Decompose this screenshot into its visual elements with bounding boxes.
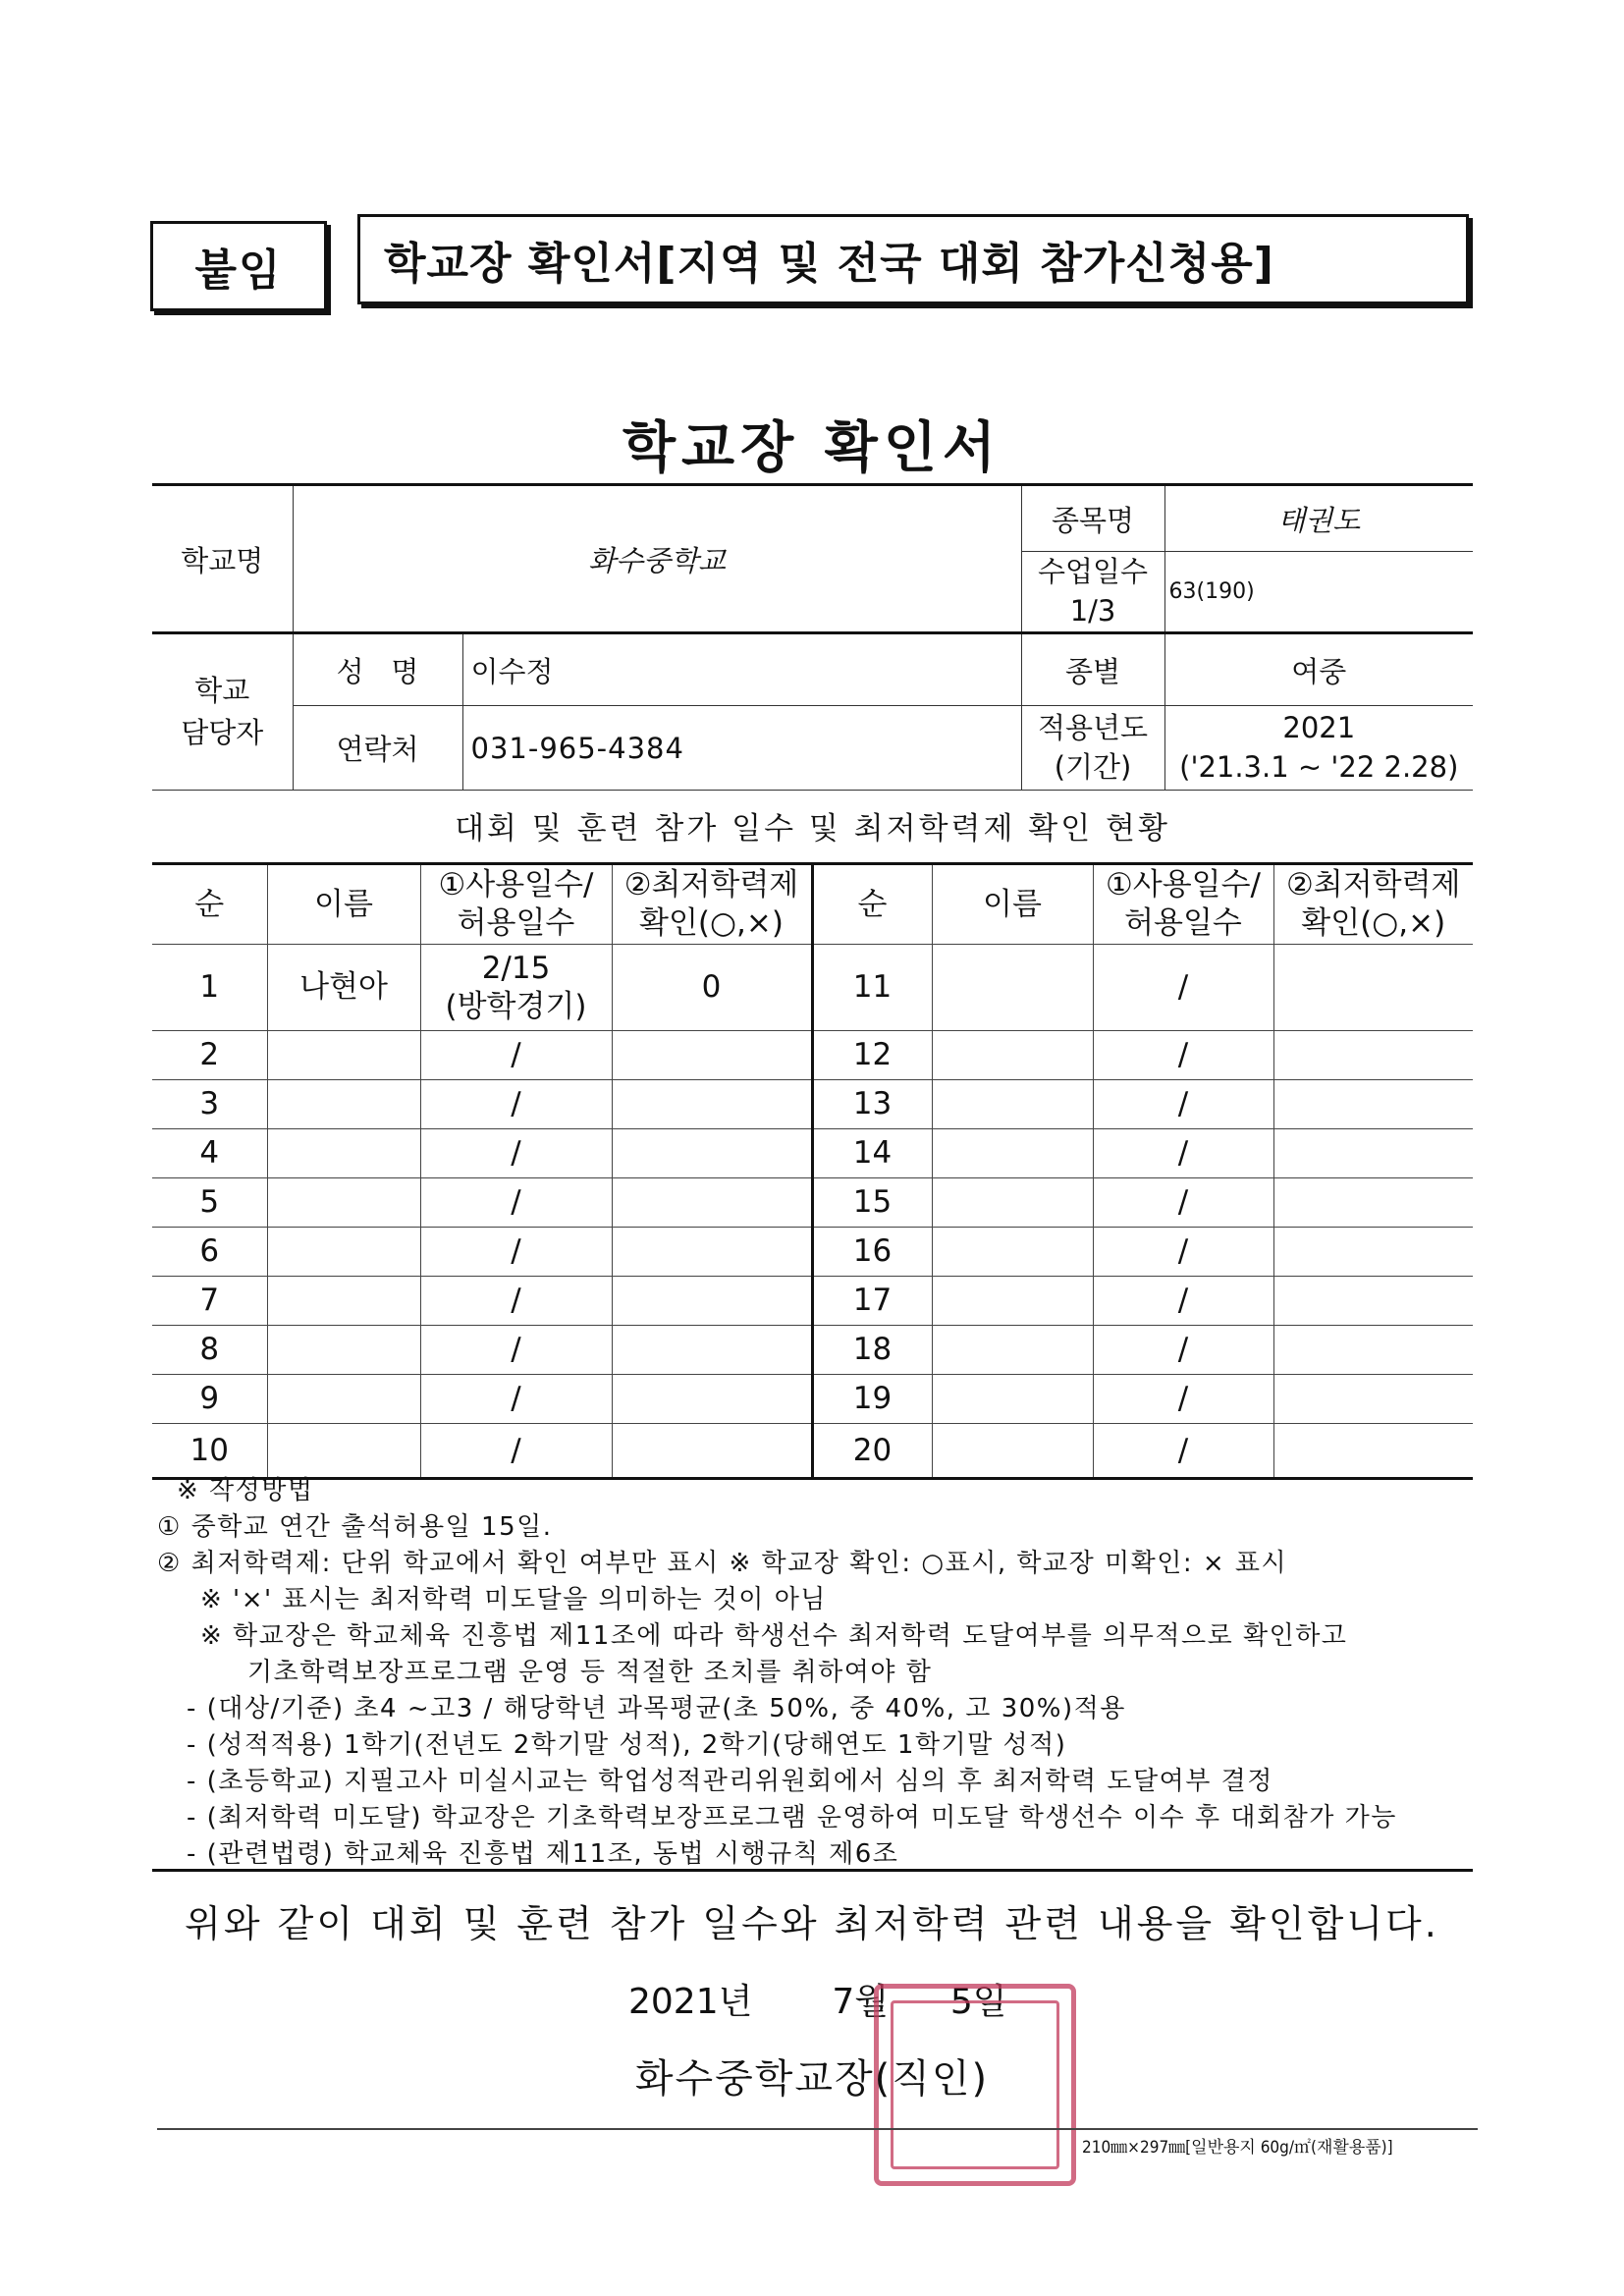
row-check-2 <box>1273 1178 1473 1228</box>
header-name-2: 이름 <box>932 864 1093 945</box>
note-item: - (관련법령) 학교체육 진흥법 제11조, 동법 시행규칙 제6조 <box>187 1839 899 1869</box>
row-days: / <box>420 1326 612 1375</box>
header-days-2-line2: 허용일수 <box>1124 905 1242 941</box>
header-check-2-line2: 확인(○,×) <box>1301 905 1446 941</box>
header-days-line2: 허용일수 <box>457 905 575 941</box>
row-no: 1 <box>152 945 267 1031</box>
table-row <box>152 1178 1473 1228</box>
note-item: ※ '×' 표시는 최저학력 미도달을 의미하는 것이 아님 <box>200 1585 827 1614</box>
row-days <box>420 945 612 1031</box>
header-check-line1: ②최저학력제 <box>623 867 799 903</box>
document-title: 학교장 확인서 <box>622 416 1002 480</box>
row-days-2: / <box>1093 1178 1273 1228</box>
name-label: 성 명 <box>293 633 462 706</box>
participation-table <box>152 862 1473 1480</box>
row-days-2: / <box>1093 1129 1273 1178</box>
row-no-2: 12 <box>812 1031 932 1080</box>
row-no-2: 17 <box>812 1277 932 1326</box>
row-no-2: 11 <box>812 945 932 1031</box>
row-check-2 <box>1273 1326 1473 1375</box>
row-name-2 <box>932 945 1093 1031</box>
row-name <box>267 1178 420 1228</box>
row-check-2 <box>1273 1424 1473 1479</box>
note-item: ※ 학교장은 학교체육 진흥법 제11조에 따라 학생선수 최저학력 도달여부를 의무적으로 확인하고 <box>200 1621 1348 1651</box>
header-check-2 <box>1273 864 1473 945</box>
row-no-2: 15 <box>812 1178 932 1228</box>
note-item: 기초학력보장프로그램 운영 등 적절한 조치를 취하여야 함 <box>247 1658 933 1687</box>
row-days-2: / <box>1093 1031 1273 1080</box>
header-check-2-line1: ②최저학력제 <box>1285 867 1461 903</box>
year-value <box>1164 706 1473 791</box>
row-days-2: / <box>1093 1080 1273 1129</box>
header-title: 학교장 확인서[지역 및 전국 대회 참가신청용] <box>384 239 1274 289</box>
row-name <box>267 1277 420 1326</box>
note-heading: ※ 작성방법 <box>177 1476 314 1505</box>
year-value-year: 2021 <box>1282 711 1356 745</box>
header-days-line1: ①사용일수/ <box>438 867 594 903</box>
row-name-2 <box>932 1178 1093 1228</box>
manager-label-line2: 담당자 <box>181 716 264 749</box>
row-check <box>612 1277 812 1326</box>
row-check <box>612 1031 812 1080</box>
row-name-2 <box>932 1375 1093 1424</box>
manager-label <box>152 633 293 791</box>
row-name <box>267 1326 420 1375</box>
row-days-2: / <box>1093 1424 1273 1479</box>
row-check-2 <box>1273 1031 1473 1080</box>
row-no: 6 <box>152 1228 267 1277</box>
row-days: / <box>420 1031 612 1080</box>
year-value-period: ('21.3.1 ~ '22 2.28) <box>1179 749 1459 784</box>
row-name: 나현아 <box>267 945 420 1031</box>
category-label: 종별 <box>1021 633 1164 706</box>
row-no: 3 <box>152 1080 267 1129</box>
row-days-2: / <box>1093 1375 1273 1424</box>
table-row <box>152 1424 1473 1479</box>
row-name-2 <box>932 1326 1093 1375</box>
row-check <box>612 1375 812 1424</box>
row-no: 4 <box>152 1129 267 1178</box>
table-header-row <box>152 864 1473 945</box>
row-check <box>612 1129 812 1178</box>
date-month: 7월 <box>832 1982 889 2022</box>
school-name-value: 화수중학교 <box>293 485 1021 633</box>
row-no-2: 19 <box>812 1375 932 1424</box>
row-days-2: / <box>1093 1277 1273 1326</box>
attachment-tag <box>150 221 327 311</box>
row-no-2: 16 <box>812 1228 932 1277</box>
row-days: / <box>420 1228 612 1277</box>
row-check <box>612 1178 812 1228</box>
row-check: 0 <box>612 945 812 1031</box>
note-item: - (최저학력 미도달) 학교장은 기초학력보장프로그램 운영하여 미도달 학생선수 이수 후 대회참가 가능 <box>187 1803 1397 1832</box>
name-value: 이수정 <box>462 633 1021 706</box>
table-row <box>152 1375 1473 1424</box>
row-check-2 <box>1273 1277 1473 1326</box>
row-days: / <box>420 1129 612 1178</box>
header-title-box <box>357 214 1469 304</box>
note-item: - (초등학교) 지필고사 미실시교는 학업성적관리위원회에서 심의 후 최저학력 도달여부 결정 <box>187 1767 1273 1796</box>
contact-value: 031-965-4384 <box>462 706 1021 791</box>
class-days-label-line1: 수업일수 <box>1038 555 1149 589</box>
row-check <box>612 1424 812 1479</box>
row-no-2: 14 <box>812 1129 932 1178</box>
sport-value: 태권도 <box>1164 485 1473 552</box>
class-days-label-line2: 1/3 <box>1069 593 1116 628</box>
row-name-2 <box>932 1228 1093 1277</box>
category-value: 여중 <box>1164 633 1473 706</box>
row-days-2: / <box>1093 945 1273 1031</box>
class-days-value: 63(190) <box>1164 552 1473 633</box>
header-no-2: 순 <box>812 864 932 945</box>
row-no-2: 18 <box>812 1326 932 1375</box>
year-label-line2: (기간) <box>1054 749 1132 784</box>
principal-signature: 화수중학교장(직인) <box>634 2056 990 2102</box>
paper-spec-footnote: 210㎜×297㎜[일반용지 60g/㎡(재활용품)] <box>1082 2138 1393 2158</box>
row-no: 7 <box>152 1277 267 1326</box>
header-days-2 <box>1093 864 1273 945</box>
manager-label-line1: 학교 <box>194 673 250 707</box>
instructions <box>157 1473 1492 1873</box>
note-item: - (성적적용) 1학기(전년도 2학기말 성적), 2학기(당해연도 1학기말 성적) <box>187 1730 1067 1760</box>
row-name <box>267 1228 420 1277</box>
row-days: / <box>420 1178 612 1228</box>
footer-rule <box>157 2128 1478 2130</box>
row-name-2 <box>932 1277 1093 1326</box>
row-name-2 <box>932 1080 1093 1129</box>
row-days: / <box>420 1375 612 1424</box>
row-days-line1: 2/15 <box>481 950 551 986</box>
row-no-2: 20 <box>812 1424 932 1479</box>
class-days-label <box>1021 552 1164 633</box>
contact-label: 연락처 <box>293 706 462 791</box>
row-name <box>267 1424 420 1479</box>
year-label <box>1021 706 1164 791</box>
row-check <box>612 1326 812 1375</box>
header-days-2-line1: ①사용일수/ <box>1105 867 1262 903</box>
row-no: 10 <box>152 1424 267 1479</box>
header-name: 이름 <box>267 864 420 945</box>
attachment-tag-label: 붙임 <box>194 246 283 296</box>
row-no: 5 <box>152 1178 267 1228</box>
row-days-2: / <box>1093 1228 1273 1277</box>
note-item: ① 중학교 연간 출석허용일 15일. <box>157 1512 553 1542</box>
row-check-2 <box>1273 1080 1473 1129</box>
row-check-2 <box>1273 1129 1473 1178</box>
school-info-table <box>152 483 1473 791</box>
row-name-2 <box>932 1129 1093 1178</box>
row-no: 2 <box>152 1031 267 1080</box>
row-days: / <box>420 1080 612 1129</box>
row-name <box>267 1129 420 1178</box>
sport-label: 종목명 <box>1021 485 1164 552</box>
table-row <box>152 945 1473 1031</box>
table-row <box>152 1326 1473 1375</box>
school-name-label: 학교명 <box>152 485 293 633</box>
header-check <box>612 864 812 945</box>
row-name <box>267 1080 420 1129</box>
notes-bottom-rule <box>152 1869 1473 1872</box>
row-days-line2: (방학경기) <box>445 988 587 1024</box>
row-check <box>612 1080 812 1129</box>
row-name-2 <box>932 1424 1093 1479</box>
row-no: 9 <box>152 1375 267 1424</box>
row-days: / <box>420 1277 612 1326</box>
table-row <box>152 1129 1473 1178</box>
confirmation-text: 위와 같이 대회 및 훈련 참가 일수와 최저학력 관련 내용을 확인합니다. <box>185 1902 1439 1945</box>
table-row <box>152 1080 1473 1129</box>
row-check-2 <box>1273 1375 1473 1424</box>
row-check-2 <box>1273 945 1473 1031</box>
row-check <box>612 1228 812 1277</box>
row-name <box>267 1375 420 1424</box>
header-check-line2: 확인(○,×) <box>639 905 784 941</box>
row-name-2 <box>932 1031 1093 1080</box>
header-no: 순 <box>152 864 267 945</box>
row-no: 8 <box>152 1326 267 1375</box>
table-row <box>152 1031 1473 1080</box>
note-item: - (대상/기준) 초4 ~고3 / 해당학년 과목평균(초 50%, 중 40%, 고 30%)적용 <box>187 1694 1126 1723</box>
table-row <box>152 1277 1473 1326</box>
row-days: / <box>420 1424 612 1479</box>
note-item: ② 최저학력제: 단위 학교에서 확인 여부만 표시 ※ 학교장 확인: ○표시, 학교장 미확인: × 표시 <box>157 1549 1288 1578</box>
header-days <box>420 864 612 945</box>
row-name <box>267 1031 420 1080</box>
date-day: 5일 <box>949 1982 1007 2022</box>
row-days-2: / <box>1093 1326 1273 1375</box>
row-no-2: 13 <box>812 1080 932 1129</box>
section-title: 대회 및 훈련 참가 일수 및 최저학력제 확인 현황 <box>455 811 1170 847</box>
row-check-2 <box>1273 1228 1473 1277</box>
date-year: 2021년 <box>628 1982 753 2022</box>
year-label-line1: 적용년도 <box>1038 711 1149 745</box>
table-row <box>152 1228 1473 1277</box>
